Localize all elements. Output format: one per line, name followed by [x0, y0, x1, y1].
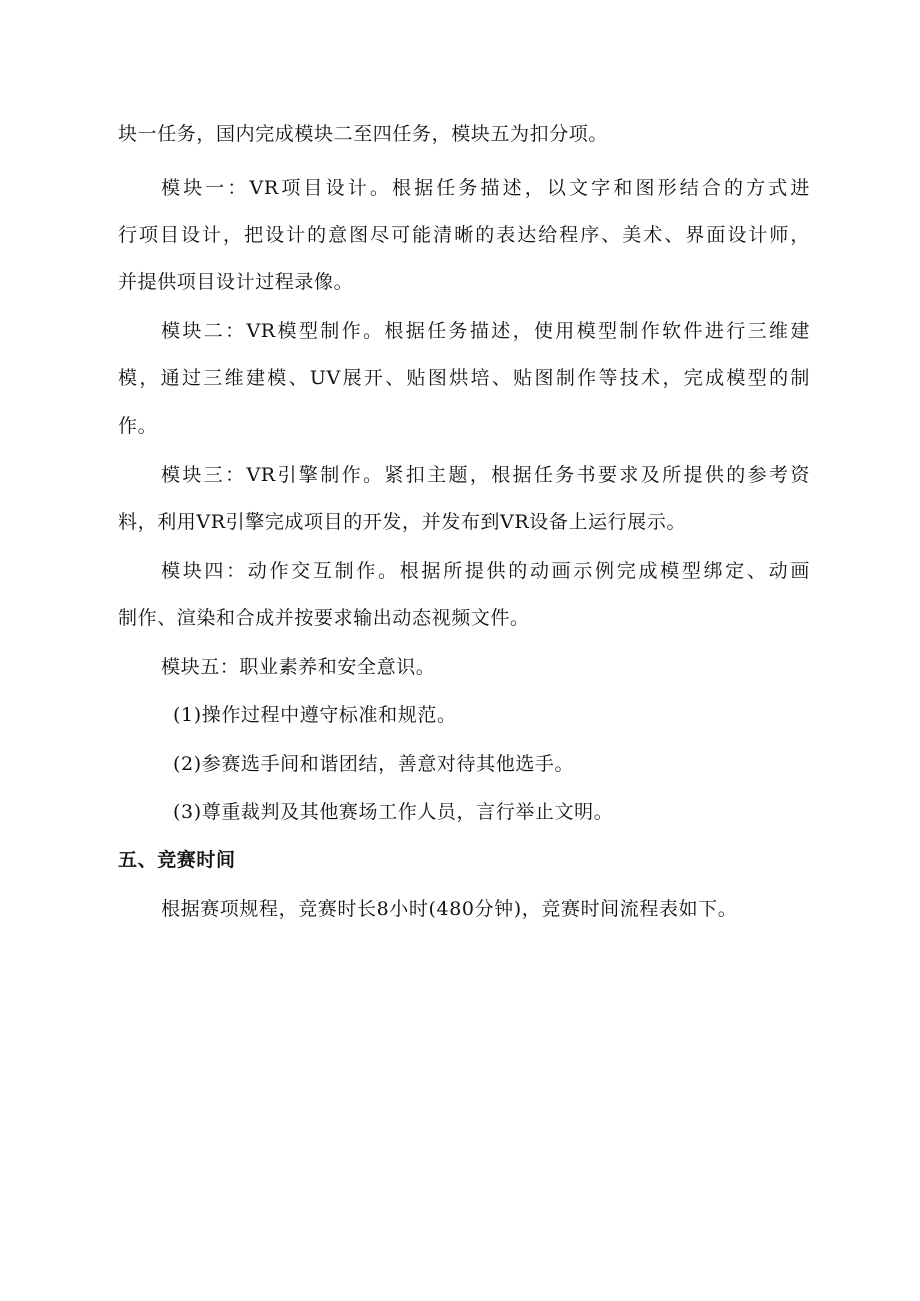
list-item-2: (2)参赛选手间和谐团结，善意对待其他选手。 — [173, 753, 575, 775]
module-one-line-3: 并提供项目设计过程录像。 — [118, 271, 354, 293]
list-item-1: (1)操作过程中遵守标准和规范。 — [173, 704, 457, 726]
module-five-line: 模块五：职业素养和安全意识。 — [161, 656, 436, 678]
module-one-line-1: 模块一：VR项目设计。根据任务描述，以文字和图形结合的方式进 — [161, 177, 810, 199]
module-two-line-3: 作。 — [118, 415, 158, 437]
module-two-line-2: 模，通过三维建模、UV展开、贴图烘培、贴图制作等技术，完成模型的制 — [118, 367, 810, 389]
module-three-line-1: 模块三：VR引擎制作。紧扣主题，根据任务书要求及所提供的参考资 — [161, 464, 810, 486]
module-four-line-1: 模块四：动作交互制作。根据所提供的动画示例完成模型绑定、动画 — [161, 560, 810, 582]
module-two-line-1: 模块二：VR模型制作。根据任务描述，使用模型制作软件进行三维建 — [161, 320, 810, 342]
module-four-line-2: 制作、渲染和合成并按要求输出动态视频文件。 — [118, 607, 530, 629]
list-item-3: (3)尊重裁判及其他赛场工作人员，言行举止文明。 — [173, 801, 614, 823]
section-heading: 五、竞赛时间 — [118, 849, 236, 871]
module-three-line-2: 料，利用VR引擎完成项目的开发，并发布到VR设备上运行展示。 — [118, 511, 687, 533]
schedule-line: 根据赛项规程，竞赛时长8小时(480分钟)，竞赛时间流程表如下。 — [161, 898, 738, 920]
paragraph-line: 块一任务，国内完成模块二至四任务，模块五为扣分项。 — [118, 123, 609, 145]
module-one-line-2: 行项目设计，把设计的意图尽可能清晰的表达给程序、美术、界面设计师， — [118, 224, 810, 246]
